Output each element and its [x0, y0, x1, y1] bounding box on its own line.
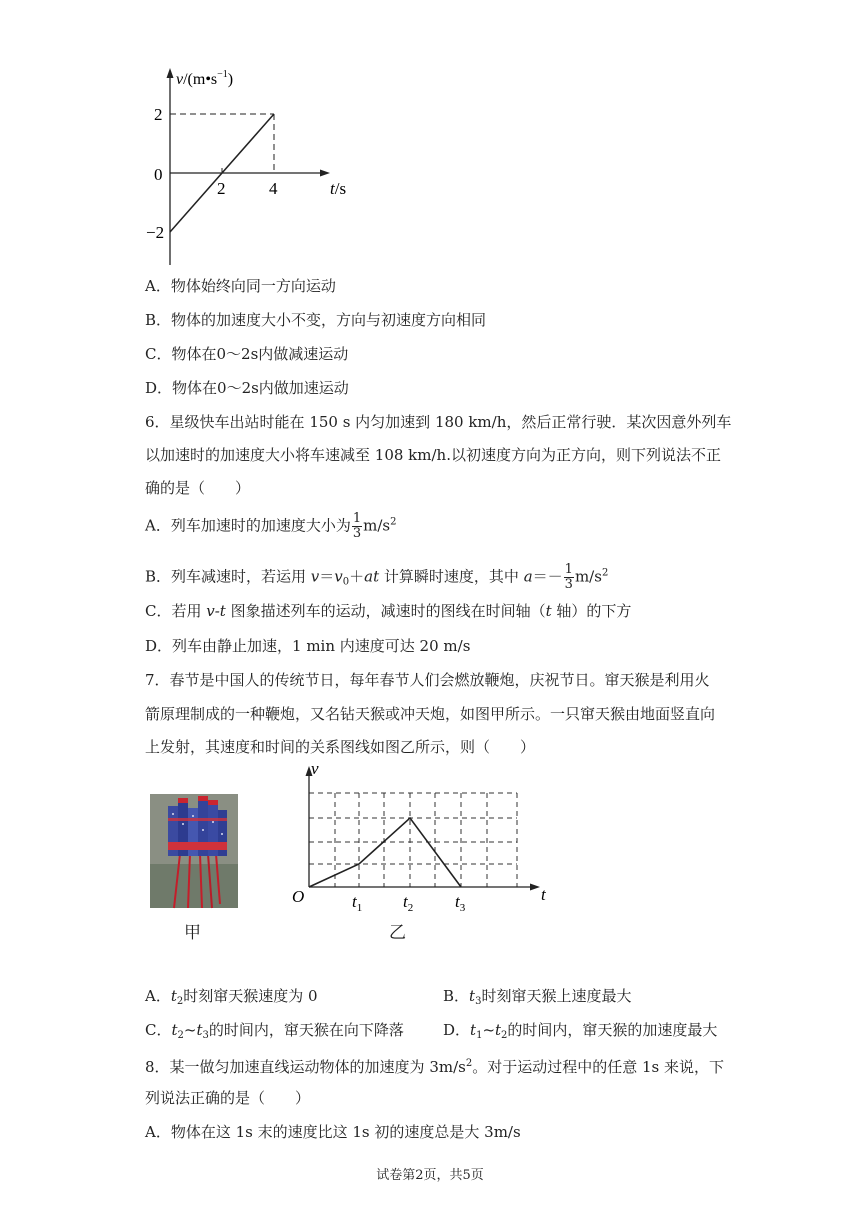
graph1-x-arrow [320, 170, 330, 177]
q7-option-a: A．$t_2$时刻窜天猴速度为 0 [145, 987, 318, 1007]
q6-b-fraction: $\frac{1}{3}$ [564, 562, 573, 592]
page-footer: 试卷第2页，共5页 [376, 1168, 484, 1183]
q6-stem-line-1: 6．星级快车出站时能在 150 s 内匀加速到 180 km/h，然后正常行驶．某次因意外列车 [145, 413, 732, 431]
graph1-y-arrow [167, 68, 174, 78]
graph2-t-label: t [541, 885, 546, 904]
q6-option-c: C．若用 v-t 图象描述列车的运动，减速时的图线在时间轴（t 轴）的下方 [145, 602, 632, 620]
q6-option-a: A．列车加速时的加速度大小为 $\frac{1}{3}$ $m/s^2$ [145, 511, 397, 541]
velocity-time-graph-1 [146, 60, 370, 270]
q7-option-d: D．$t_1\sim t_2$的时间内，窜天猴的加速度最大 [443, 1021, 718, 1041]
q7-option-b: B．$t_3$时刻窜天猴上速度最大 [443, 987, 632, 1007]
q6-option-b: B．列车减速时，若运用 $v=v_0+at$ 计算瞬时速度，其中 a＝－ $\frac{1}{3}$ $m/s^2$ [145, 562, 609, 592]
graph2-origin-label: O [292, 887, 305, 906]
caption-jia: 甲 [184, 923, 201, 943]
graph1-x-tick-4-label: 4 [269, 179, 278, 198]
velocity-time-graph-2 [285, 759, 565, 914]
q5-option-b: B．物体的加速度大小不变，方向与初速度方向相同 [145, 311, 487, 329]
q5-option-d: D．物体在0～2s内做加速运动 [145, 379, 349, 397]
q6-a-fraction: $\frac{1}{3}$ [352, 511, 362, 541]
graph2-t2-label: $t_2$ [403, 892, 414, 914]
q7-stem-line-1: 7．春节是中国人的传统节日，每年春节人们会燃放鞭炮，庆祝节日。窜天猴是利用火 [145, 671, 710, 689]
graph1-y-tick-0-label: 0 [154, 165, 163, 184]
graph2-t1-label: $t_1$ [352, 892, 363, 914]
caption-yi: 乙 [389, 923, 406, 943]
graph2-t3-label: $t_3$ [455, 892, 466, 914]
q5-option-c: C．物体在0～2s内做减速运动 [145, 345, 349, 363]
q8-stem-line-1: 8．某一做匀加速直线运动物体的加速度为 $3m/s^2$。对于运动过程中的任意 1s 来说，下 [145, 1058, 724, 1076]
q7-stem-line-3: 上发射，其速度和时间的关系图线如图乙所示，则（ ） [145, 738, 536, 756]
graph1-x-tick-2-label: 2 [217, 179, 226, 198]
q6-stem-line-3: 确的是（ ） [145, 479, 251, 497]
graph2-velocity-line [309, 818, 461, 887]
graph2-v-label: v [311, 759, 319, 778]
q5-option-a: A．物体始终向同一方向运动 [145, 277, 336, 295]
q8-option-a: A．物体在这 1s 末的速度比这 1s 初的速度总是大 3m/s [145, 1123, 521, 1141]
graph1-y-label: $v/(m•s^{-1})$ [176, 69, 234, 88]
q6-stem-line-2: 以加速时的加速度大小将车速减至 108 km/h.以初速度方向为正方向，则下列说法不正 [145, 446, 721, 464]
graph1-y-tick-neg2-label: −2 [146, 223, 165, 242]
graph1-y-tick-2-label: 2 [154, 105, 163, 124]
firecracker-photo [150, 794, 238, 908]
q7-stem-line-2: 箭原理制成的一种鞭炮，又名钻天猴或冲天炮，如图甲所示。一只窜天猴由地面竖直向 [145, 705, 716, 723]
q8-stem-line-2: 列说法正确的是（ ） [145, 1089, 311, 1107]
q6-option-d: D．列车由静止加速，1 min 内速度可达 20 m/s [145, 637, 471, 655]
graph1-x-label: t/s [330, 179, 347, 198]
q7-option-c: C．$t_2\sim t_3$的时间内，窜天猴在向下降落 [145, 1021, 404, 1041]
